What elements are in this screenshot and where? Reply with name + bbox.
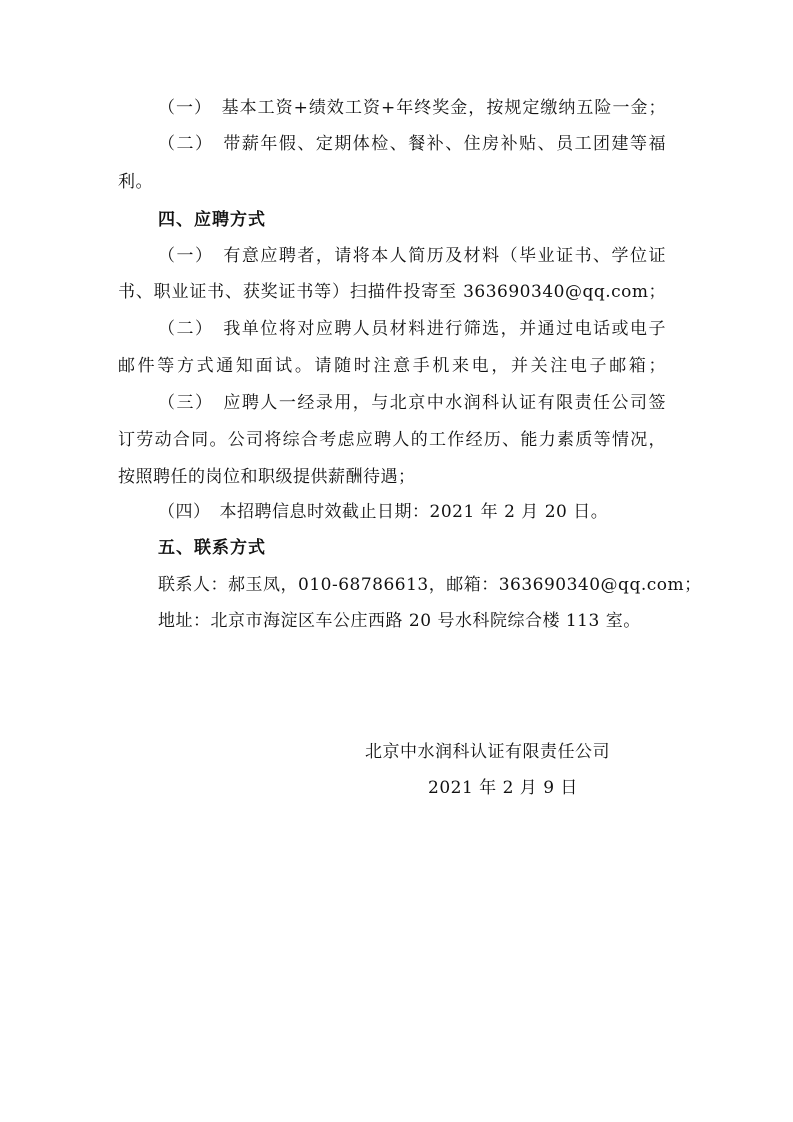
contact-line: 联系人：郝玉凤，010-68786613，邮箱：363690340@qq.com；: [158, 575, 702, 595]
section-4-heading: 四、应聘方式: [158, 210, 266, 230]
benefit-item-2-line-2: 利。: [118, 172, 153, 192]
apply-item-1-line-2: 书、职业证书、获奖证书等）扫描件投寄至 363690340@qq.com；: [118, 282, 666, 302]
section-5-heading: 五、联系方式: [158, 538, 266, 558]
apply-item-2-line-1: （二） 我单位将对应聘人员材料进行筛选，并通过电话或电子: [158, 319, 666, 339]
apply-item-4: （四） 本招聘信息时效截止日期：2021 年 2 月 20 日。: [158, 502, 609, 522]
apply-item-3-line-3: 按照聘任的岗位和职级提供薪酬待遇；: [118, 467, 416, 487]
benefit-item-2-line-1: （二） 带薪年假、定期体检、餐补、住房补贴、员工团建等福: [158, 134, 666, 154]
signature-company: 北京中水润科认证有限责任公司: [365, 742, 610, 762]
apply-item-2-line-2: 邮件等方式通知面试。请随时注意手机来电，并关注电子邮箱；: [118, 356, 666, 376]
apply-item-3-line-1: （三） 应聘人一经录用，与北京中水润科认证有限责任公司签: [158, 393, 666, 413]
apply-item-1-line-1: （一） 有意应聘者，请将本人简历及材料（毕业证书、学位证: [158, 246, 666, 266]
signature-date: 2021 年 2 月 9 日: [428, 778, 578, 798]
apply-item-3-line-2: 订劳动合同。公司将综合考虑应聘人的工作经历、能力素质等情况，: [118, 430, 666, 450]
address-line: 地址：北京市海淀区车公庄西路 20 号水科院综合楼 113 室。: [158, 611, 641, 631]
benefit-item-1: （一） 基本工资+绩效工资+年终奖金，按规定缴纳五险一金；: [158, 98, 666, 118]
